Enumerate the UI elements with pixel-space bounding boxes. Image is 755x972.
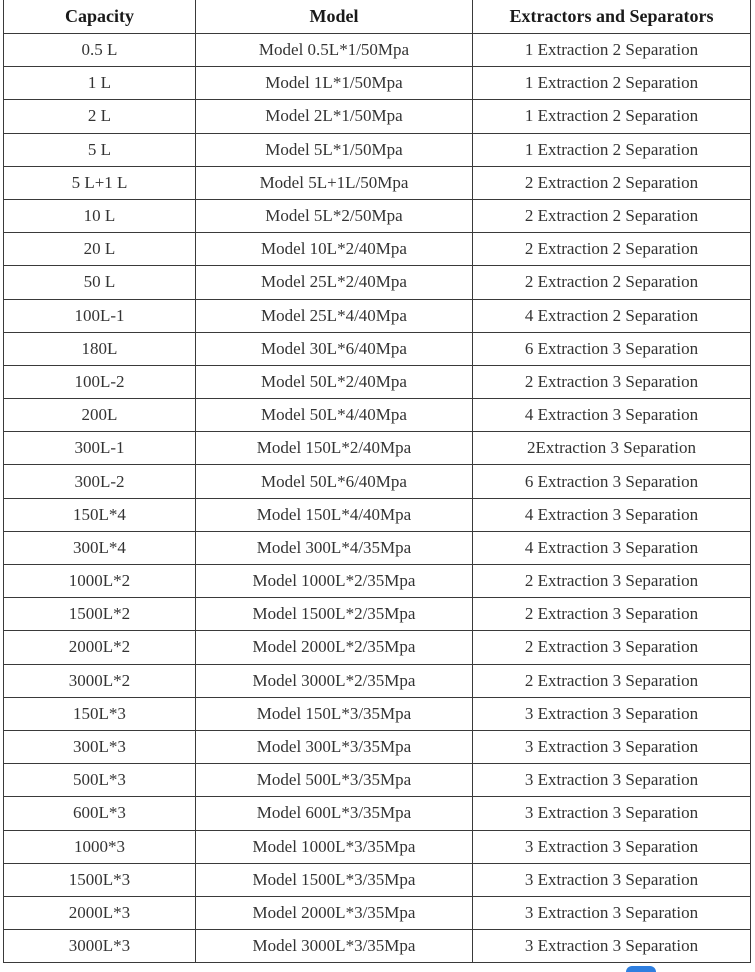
cell-extractors-separators: 2 Extraction 3 Separation	[473, 631, 751, 664]
cell-model: Model 1000L*2/35Mpa	[196, 565, 473, 598]
cell-capacity: 600L*3	[4, 797, 196, 830]
cell-extractors-separators: 3 Extraction 3 Separation	[473, 764, 751, 797]
cell-extractors-separators: 4 Extraction 3 Separation	[473, 399, 751, 432]
cell-capacity: 1000L*2	[4, 565, 196, 598]
table-row	[4, 133, 751, 166]
cell-extractors-separators: 3 Extraction 3 Separation	[473, 930, 751, 963]
cell-extractors-separators: 2 Extraction 3 Separation	[473, 565, 751, 598]
cell-model: Model 25L*4/40Mpa	[196, 299, 473, 332]
cell-capacity: 1 L	[4, 67, 196, 100]
cell-capacity: 1500L*2	[4, 598, 196, 631]
cell-model: Model 30L*6/40Mpa	[196, 332, 473, 365]
table-header	[4, 0, 751, 34]
cell-model: Model 150L*2/40Mpa	[196, 432, 473, 465]
cell-extractors-separators: 3 Extraction 3 Separation	[473, 797, 751, 830]
table-body	[4, 34, 751, 963]
cell-model: Model 150L*3/35Mpa	[196, 697, 473, 730]
cell-capacity: 3000L*3	[4, 930, 196, 963]
cell-capacity: 5 L	[4, 133, 196, 166]
cell-capacity: 2 L	[4, 100, 196, 133]
header-capacity: Capacity	[4, 0, 196, 34]
cell-capacity: 180L	[4, 332, 196, 365]
table-row	[4, 863, 751, 896]
table-row	[4, 399, 751, 432]
cell-model: Model 600L*3/35Mpa	[196, 797, 473, 830]
cell-model: Model 0.5L*1/50Mpa	[196, 34, 473, 67]
cell-extractors-separators: 3 Extraction 3 Separation	[473, 697, 751, 730]
table-row	[4, 332, 751, 365]
cell-extractors-separators: 4 Extraction 3 Separation	[473, 531, 751, 564]
table-row	[4, 930, 751, 963]
cell-model: Model 25L*2/40Mpa	[196, 266, 473, 299]
cell-model: Model 300L*4/35Mpa	[196, 531, 473, 564]
table-row	[4, 299, 751, 332]
cell-model: Model 1500L*3/35Mpa	[196, 863, 473, 896]
table-row	[4, 664, 751, 697]
cell-model: Model 50L*4/40Mpa	[196, 399, 473, 432]
cell-model: Model 2000L*2/35Mpa	[196, 631, 473, 664]
cell-capacity: 5 L+1 L	[4, 166, 196, 199]
cell-extractors-separators: 2Extraction 3 Separation	[473, 432, 751, 465]
table-row	[4, 465, 751, 498]
header-extractors-separators: Extractors and Separators	[473, 0, 751, 34]
cell-extractors-separators: 3 Extraction 3 Separation	[473, 896, 751, 929]
table-row	[4, 565, 751, 598]
table-row	[4, 797, 751, 830]
cell-extractors-separators: 1 Extraction 2 Separation	[473, 100, 751, 133]
cell-capacity: 1000*3	[4, 830, 196, 863]
cell-extractors-separators: 4 Extraction 2 Separation	[473, 299, 751, 332]
table-row	[4, 830, 751, 863]
table-row	[4, 730, 751, 763]
cell-capacity: 300L*3	[4, 730, 196, 763]
cell-extractors-separators: 3 Extraction 3 Separation	[473, 730, 751, 763]
cell-model: Model 1000L*3/35Mpa	[196, 830, 473, 863]
table-row	[4, 166, 751, 199]
table-row	[4, 266, 751, 299]
table-row	[4, 697, 751, 730]
table-row	[4, 432, 751, 465]
cell-extractors-separators: 6 Extraction 3 Separation	[473, 332, 751, 365]
cell-model: Model 10L*2/40Mpa	[196, 233, 473, 266]
cell-extractors-separators: 2 Extraction 2 Separation	[473, 199, 751, 232]
cell-model: Model 1500L*2/35Mpa	[196, 598, 473, 631]
table-row	[4, 67, 751, 100]
cell-extractors-separators: 2 Extraction 2 Separation	[473, 166, 751, 199]
cell-capacity: 200L	[4, 399, 196, 432]
cell-model: Model 300L*3/35Mpa	[196, 730, 473, 763]
cell-extractors-separators: 1 Extraction 2 Separation	[473, 34, 751, 67]
table-row	[4, 764, 751, 797]
table-row	[4, 233, 751, 266]
cell-model: Model 500L*3/35Mpa	[196, 764, 473, 797]
cell-model: Model 5L*1/50Mpa	[196, 133, 473, 166]
cell-capacity: 50 L	[4, 266, 196, 299]
header-row	[4, 0, 751, 34]
table-row	[4, 100, 751, 133]
spec-table	[3, 0, 751, 963]
cell-capacity: 100L-1	[4, 299, 196, 332]
cell-model: Model 50L*6/40Mpa	[196, 465, 473, 498]
cell-model: Model 3000L*2/35Mpa	[196, 664, 473, 697]
cell-capacity: 10 L	[4, 199, 196, 232]
cell-extractors-separators: 3 Extraction 3 Separation	[473, 863, 751, 896]
cell-capacity: 100L-2	[4, 365, 196, 398]
cell-capacity: 300L-2	[4, 465, 196, 498]
cell-model: Model 5L+1L/50Mpa	[196, 166, 473, 199]
cell-model: Model 5L*2/50Mpa	[196, 199, 473, 232]
cell-capacity: 3000L*2	[4, 664, 196, 697]
cell-extractors-separators: 1 Extraction 2 Separation	[473, 67, 751, 100]
table-row	[4, 531, 751, 564]
table-row	[4, 34, 751, 67]
cell-capacity: 150L*3	[4, 697, 196, 730]
table-row	[4, 199, 751, 232]
cell-extractors-separators: 6 Extraction 3 Separation	[473, 465, 751, 498]
cell-model: Model 150L*4/40Mpa	[196, 498, 473, 531]
cell-capacity: 150L*4	[4, 498, 196, 531]
cell-capacity: 500L*3	[4, 764, 196, 797]
table-row	[4, 498, 751, 531]
cell-model: Model 2L*1/50Mpa	[196, 100, 473, 133]
cell-capacity: 1500L*3	[4, 863, 196, 896]
cell-extractors-separators: 2 Extraction 3 Separation	[473, 598, 751, 631]
cell-capacity: 300L-1	[4, 432, 196, 465]
cell-extractors-separators: 2 Extraction 2 Separation	[473, 266, 751, 299]
table-row	[4, 896, 751, 929]
cell-extractors-separators: 2 Extraction 3 Separation	[473, 664, 751, 697]
cell-extractors-separators: 4 Extraction 3 Separation	[473, 498, 751, 531]
cell-model: Model 1L*1/50Mpa	[196, 67, 473, 100]
table-row	[4, 365, 751, 398]
cell-extractors-separators: 3 Extraction 3 Separation	[473, 830, 751, 863]
cell-capacity: 20 L	[4, 233, 196, 266]
cell-model: Model 50L*2/40Mpa	[196, 365, 473, 398]
table-row	[4, 598, 751, 631]
cell-model: Model 2000L*3/35Mpa	[196, 896, 473, 929]
cell-extractors-separators: 2 Extraction 2 Separation	[473, 233, 751, 266]
cell-capacity: 0.5 L	[4, 34, 196, 67]
cell-extractors-separators: 2 Extraction 3 Separation	[473, 365, 751, 398]
scroll-indicator	[626, 966, 656, 972]
cell-model: Model 3000L*3/35Mpa	[196, 930, 473, 963]
table-row	[4, 631, 751, 664]
cell-capacity: 300L*4	[4, 531, 196, 564]
cell-capacity: 2000L*3	[4, 896, 196, 929]
cell-extractors-separators: 1 Extraction 2 Separation	[473, 133, 751, 166]
header-model: Model	[196, 0, 473, 34]
cell-capacity: 2000L*2	[4, 631, 196, 664]
